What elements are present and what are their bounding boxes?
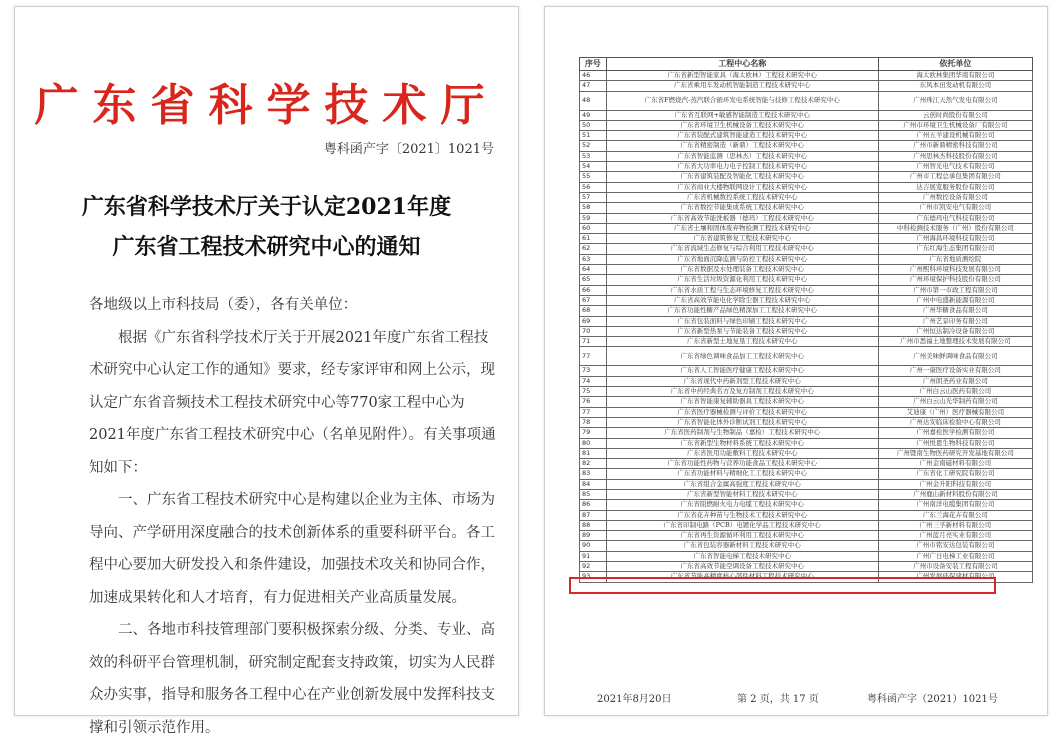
row-center-name: 广东省绿色调味食品加工工程技术研究中心 — [606, 347, 878, 366]
row-number: 79 — [580, 428, 607, 438]
row-organization: 广州蓝月亮实业有限公司 — [878, 531, 1032, 541]
row-organization: 广州市铭安达包装有限公司 — [878, 541, 1032, 551]
table-row — [580, 244, 1033, 254]
row-number: 62 — [580, 244, 607, 254]
row-number: 78 — [580, 417, 607, 427]
table-row — [580, 551, 1033, 561]
row-center-name: 广东省包装面料与绿色印刷工程技术研究中心 — [606, 316, 878, 326]
table-row — [580, 417, 1033, 427]
footer-doc-number: 粤科函产字（2021）1021号 — [867, 694, 998, 705]
row-center-name: 广东省精密制造（新鼎）工程技术研究中心 — [606, 141, 878, 151]
paragraph-1: 根据《广东省科学技术厅关于开展2021年度广东省工程技术研究中心认定工作的通知》要求，经专家评审和网上公示，现认定广东省音频技术工程技术研究中心等770家工程中心为2021年度广东省工程技术研究中心（名单见附件）。有关事项通知如下： — [89, 329, 496, 476]
row-organization: 广州嘉检医学检测有限公司 — [878, 428, 1032, 438]
row-organization: 广州数控设备有限公司 — [878, 192, 1032, 202]
row-organization: 广州海昌环境科技有限公司 — [878, 234, 1032, 244]
table-row — [580, 192, 1033, 202]
table-row — [580, 182, 1033, 192]
row-number: 61 — [580, 234, 607, 244]
row-organization: 广州市第一市政工程有限公司 — [878, 285, 1032, 295]
highlight-row-box — [569, 577, 996, 594]
table-row — [580, 337, 1033, 347]
row-number: 50 — [580, 120, 607, 130]
row-organization: 广州悦恩生物科技有限公司 — [878, 438, 1032, 448]
salutation: 各地级以上市科技局（委），各有关单位： — [89, 297, 358, 313]
table-row — [580, 285, 1033, 295]
row-number: 80 — [580, 438, 607, 448]
notice-page-left — [14, 6, 519, 736]
row-center-name: 广东省生活垃圾资源化利用工程技术研究中心 — [606, 275, 878, 285]
row-number: 92 — [580, 562, 607, 572]
row-organization: 云创时尚股份有限公司 — [878, 110, 1032, 120]
table-row — [580, 223, 1033, 233]
table-row — [580, 162, 1033, 172]
row-organization: 广东兰海花卉有限公司 — [878, 510, 1032, 520]
table-row — [580, 510, 1033, 520]
table-row — [580, 347, 1033, 366]
row-center-name: 广东省装配式建筑智能建造工程技术研究中心 — [606, 131, 878, 141]
table-row — [580, 141, 1033, 151]
department-name: 广东省科学技术厅 — [34, 80, 499, 131]
row-organization: 广州环境保护科技股份有限公司 — [878, 275, 1032, 285]
row-organization: 广州市凯安电气有限公司 — [878, 203, 1032, 213]
table-row — [580, 203, 1033, 213]
table-row — [580, 81, 1033, 91]
table-row — [580, 306, 1033, 316]
row-center-name: 广东省功能性药物与营养功能食品工程技术研究中心 — [606, 459, 878, 469]
table-row — [580, 366, 1033, 376]
row-organization: 广州发展环保建材有限公司 — [878, 572, 1032, 582]
row-organization: 广州白云山光华制药有限公司 — [878, 397, 1032, 407]
row-organization: 广州广日电梯工业有限公司 — [878, 551, 1032, 561]
table-row — [580, 254, 1033, 264]
row-number: 86 — [580, 500, 607, 510]
header-organization: 依托单位 — [878, 58, 1032, 71]
row-center-name: 广东省水质工程与生态环境修复工程技术研究中心 — [606, 285, 878, 295]
title-line-2: 广东省工程技术研究中心的通知 — [112, 234, 421, 260]
row-organization: 广州中电盛新能源有限公司 — [878, 295, 1032, 305]
row-center-name: 广东省地面沉降监测与防控工程技术研究中心 — [606, 254, 878, 264]
row-center-name: 广东省花卉种苗与生物技术工程技术研究中心 — [606, 510, 878, 520]
notice-title — [15, 187, 518, 267]
row-number: 66 — [580, 285, 607, 295]
row-center-name: 广东省新型土地复垦工程技术研究中心 — [606, 337, 878, 347]
notice-body — [89, 289, 499, 744]
row-number: 63 — [580, 254, 607, 264]
row-organization: 广州华糖食品有限公司 — [878, 306, 1032, 316]
row-number: 48 — [580, 91, 607, 110]
row-number: 64 — [580, 265, 607, 275]
table-row — [580, 131, 1033, 141]
table-row — [580, 234, 1033, 244]
table-row — [580, 213, 1033, 223]
footer-date: 2021年8月20日 — [597, 694, 672, 705]
row-center-name: 广东省环境卫生机械设备工程技术研究中心 — [606, 120, 878, 130]
table-row — [580, 387, 1033, 397]
row-number: 69 — [580, 316, 607, 326]
row-number: 68 — [580, 306, 607, 316]
row-number: 82 — [580, 459, 607, 469]
row-number: 84 — [580, 479, 607, 489]
row-number: 74 — [580, 376, 607, 386]
table-row — [580, 295, 1033, 305]
row-number: 75 — [580, 387, 607, 397]
table-row — [580, 275, 1033, 285]
table-row — [580, 531, 1033, 541]
row-center-name: 广东省节能高精度核心部件材料工程技术研究中心 — [606, 572, 878, 582]
row-center-name: 广东省印制电路（PCB）电镀化学品工程技术研究中心 — [606, 520, 878, 530]
row-number: 58 — [580, 203, 607, 213]
row-organization: 广州朗圣药业有限公司 — [878, 376, 1032, 386]
table-row — [580, 407, 1033, 417]
row-number: 81 — [580, 448, 607, 458]
row-organization: 广东红海生态集团有限公司 — [878, 244, 1032, 254]
row-organization: 广州南洋电缆集团有限公司 — [878, 500, 1032, 510]
row-organization: 广州思林杰科技股份有限公司 — [878, 151, 1032, 161]
row-center-name: 广东省高效节能空调设备工程技术研究中心 — [606, 562, 878, 572]
row-center-name: 广东省新型智能材料工程技术研究中心 — [606, 489, 878, 499]
row-number: 90 — [580, 541, 607, 551]
row-organization: 广东省地质测绘院 — [878, 254, 1032, 264]
row-organization: 广州一康医疗设备实业有限公司 — [878, 366, 1032, 376]
table-row — [580, 71, 1033, 81]
row-organization: 广州市设备安装工程有限公司 — [878, 562, 1032, 572]
row-number: 88 — [580, 520, 607, 530]
table-row — [580, 520, 1033, 530]
row-number: 87 — [580, 510, 607, 520]
row-center-name: 广东省流域生态修复与综合利用工程技术研究中心 — [606, 244, 878, 254]
row-organization: 广州鹿山新材料股份有限公司 — [878, 489, 1032, 499]
row-center-name: 广东省新型智能家具（海太欧林）工程技术研究中心 — [606, 71, 878, 81]
row-number: 93 — [580, 572, 607, 582]
row-center-name: 广东省高效节能电化学除尘器工程技术研究中心 — [606, 295, 878, 305]
row-center-name: 广东省数控节能集成系统工程技术研究中心 — [606, 203, 878, 213]
row-center-name: 广东省新型生物材料系统工程技术研究中心 — [606, 438, 878, 448]
table-row — [580, 459, 1033, 469]
row-organization: 广州艺景印务有限公司 — [878, 316, 1032, 326]
row-center-name: 广东省乘用车发动机智能制造工程技术研究中心 — [606, 81, 878, 91]
table-row — [580, 428, 1033, 438]
row-organization: 达吉展览服务股份有限公司 — [878, 182, 1032, 192]
row-number: 59 — [580, 213, 607, 223]
row-organization: 广州暨南生物医药研究开发基地有限公司 — [878, 448, 1032, 458]
table-row — [580, 562, 1033, 572]
table-row — [580, 265, 1033, 275]
row-center-name: 广东省土壤和固体废弃物检测工程技术研究中心 — [606, 223, 878, 233]
table-row — [580, 438, 1033, 448]
row-number: 77 — [580, 347, 607, 366]
row-center-name: 广东省中药经典名方及复方制剂工程技术研究中心 — [606, 387, 878, 397]
row-number: 76 — [580, 397, 607, 407]
row-number: 46 — [580, 71, 607, 81]
row-center-name: 广东省智能化体外诊断试剂工程技术研究中心 — [606, 417, 878, 427]
table-row — [580, 172, 1033, 182]
row-number: 56 — [580, 182, 607, 192]
row-center-name: 广东省现代中药新剂型工程技术研究中心 — [606, 376, 878, 386]
paragraph-2: 一、广东省工程技术研究中心是构建以企业为主体、市场为导向、产学研用深度融合的技术创新体系的重要科研平台。各工程中心要加大研发投入和条件建设，加强技术攻关和协同合作，加速成果转化和人才培育，有力促进相关产业高质量发展。 — [89, 492, 495, 606]
table-row — [580, 110, 1033, 120]
row-organization: 海太欧林集团华南有限公司 — [878, 71, 1032, 81]
row-number: 49 — [580, 110, 607, 120]
table-row — [580, 489, 1033, 499]
row-organization: 广州智光电气技术有限公司 — [878, 162, 1032, 172]
row-organization: 广东德玛电气科技有限公司 — [878, 213, 1032, 223]
table-row — [580, 326, 1033, 336]
row-organization: 广州美味鲜调味食品有限公司 — [878, 347, 1032, 366]
row-center-name: 广东省商业大楼物联网设计工程技术研究中心 — [606, 182, 878, 192]
row-number: 60 — [580, 223, 607, 233]
row-organization: 广州市新鼎精密科技有限公司 — [878, 141, 1032, 151]
table-body — [580, 71, 1033, 583]
row-number: 57 — [580, 192, 607, 202]
row-center-name: 广东省阻燃耐火电力电缆工程技术研究中心 — [606, 500, 878, 510]
row-center-name: 广东省互联网+敏感智能制造工程技术研究中心 — [606, 110, 878, 120]
row-center-name: 广东省人工智能医疗健康工程技术研究中心 — [606, 366, 878, 376]
row-center-name: 广东省高效节能洗板器（德玛）工程技术研究中心 — [606, 213, 878, 223]
row-center-name: 广东省数据及水处理装备工程技术研究中心 — [606, 265, 878, 275]
row-organization: 广州金升阳科技有限公司 — [878, 479, 1032, 489]
table-row — [580, 541, 1033, 551]
row-organization: 广州珠江天然气发电有限公司 — [878, 91, 1032, 110]
row-organization: 广州市工程总承包集团有限公司 — [878, 172, 1032, 182]
row-center-name: 广东省功能性糖产品绿色精深加工工程技术研究中心 — [606, 306, 878, 316]
row-organization: 广州达安临床检验中心有限公司 — [878, 417, 1032, 427]
row-number: 54 — [580, 162, 607, 172]
row-center-name: 广东省建筑装配及智能化工程技术研究中心 — [606, 172, 878, 182]
row-number: 91 — [580, 551, 607, 561]
header-center-name: 工程中心名称 — [606, 58, 878, 71]
row-center-name: 广东省再生资源循环利用工程技术研究中心 — [606, 531, 878, 541]
row-center-name: 广东省包装容器新材料工程技术研究中心 — [606, 541, 878, 551]
table-row — [580, 151, 1033, 161]
table-row — [580, 448, 1033, 458]
row-number: 83 — [580, 469, 607, 479]
header-no: 序号 — [580, 58, 607, 71]
row-number: 67 — [580, 295, 607, 305]
row-center-name: 广东省建筑修复工程技术研究中心 — [606, 234, 878, 244]
row-organization: 中科检测技术服务（广州）股份有限公司 — [878, 223, 1032, 233]
row-organization: 东风本田发动机有限公司 — [878, 81, 1032, 91]
table-header-row — [580, 58, 1033, 71]
row-organization: 广州金南磁材料有限公司 — [878, 459, 1032, 469]
table-row — [580, 376, 1033, 386]
table-row — [580, 316, 1033, 326]
row-center-name: 广东省机械数控系统工程技术研究中心 — [606, 192, 878, 202]
row-number: 52 — [580, 141, 607, 151]
row-organization: 广州熙科环境科技发展有限公司 — [878, 265, 1032, 275]
paragraph-3: 二、各地市科技管理部门要积极探索分级、分类、专业、高效的科研平台管理机制，研究制定配套支持政策，切实为人民群众办实事，指导和服务各工程中心在产业创新发展中发挥科技支撑和引领示范作用。 — [89, 622, 495, 736]
center-list-table — [579, 57, 1033, 583]
row-center-name: 广东省医疗器械检测与评价工程技术研究中心 — [606, 407, 878, 417]
row-organization: 广州市环境卫生机械设备厂有限公司 — [878, 120, 1032, 130]
row-center-name: 广东省组合金属高强度工程技术研究中心 — [606, 479, 878, 489]
row-number: 89 — [580, 531, 607, 541]
table-row — [580, 500, 1033, 510]
row-number: 85 — [580, 489, 607, 499]
row-center-name: 广东省医药制剂与生物制品（嘉检）工程技术研究中心 — [606, 428, 878, 438]
row-center-name: 广东省智能电梯工程技术研究中心 — [606, 551, 878, 561]
table-row — [580, 120, 1033, 130]
table-row — [580, 469, 1033, 479]
row-organization: 广州五羊建设机械有限公司 — [878, 131, 1032, 141]
title-line-1: 广东省科学技术厅关于认定2021年度 — [81, 194, 452, 220]
row-center-name: 广东省功能材料与精细化工工程技术研究中心 — [606, 469, 878, 479]
row-number: 55 — [580, 172, 607, 182]
table-row — [580, 91, 1033, 110]
row-organization: 广州白云山医药有限公司 — [878, 387, 1032, 397]
row-organization: 艾迪康（广州）医疗器械有限公司 — [878, 407, 1032, 417]
row-organization: 广州恒达制冷设备有限公司 — [878, 326, 1032, 336]
row-organization: 广州三孚新材料有限公司 — [878, 520, 1032, 530]
row-organization: 广东省化工研究院有限公司 — [878, 469, 1032, 479]
row-organization: 广州市悉福土地整理技术发展有限公司 — [878, 337, 1032, 347]
row-number: 73 — [580, 366, 607, 376]
row-center-name: 广东省智能监测（思林杰）工程技术研究中心 — [606, 151, 878, 161]
row-number: 70 — [580, 326, 607, 336]
table-row — [580, 397, 1033, 407]
row-number: 53 — [580, 151, 607, 161]
row-center-name: 广东省新型热泵与节能装备工程技术研究中心 — [606, 326, 878, 336]
row-center-name: 广东省医用功能敷料工程技术研究中心 — [606, 448, 878, 458]
row-center-name: 广东省大功率电力电子控制工程技术研究中心 — [606, 162, 878, 172]
document-number: 粤科函产字〔2021〕1021号 — [323, 142, 494, 157]
footer-page-number: 第 2 页，共 17 页 — [737, 694, 819, 705]
row-number: 65 — [580, 275, 607, 285]
row-center-name: 广东省智能康复辅助器具工程技术研究中心 — [606, 397, 878, 407]
row-number: 51 — [580, 131, 607, 141]
row-center-name: 广东省F燃烧汽-蒸汽联合循环发电系统智能与技修工程技术研究中心 — [606, 91, 878, 110]
row-number: 77 — [580, 407, 607, 417]
table-row — [580, 479, 1033, 489]
row-number: 47 — [580, 81, 607, 91]
row-number: 71 — [580, 337, 607, 347]
appendix-page-right — [544, 6, 1048, 716]
